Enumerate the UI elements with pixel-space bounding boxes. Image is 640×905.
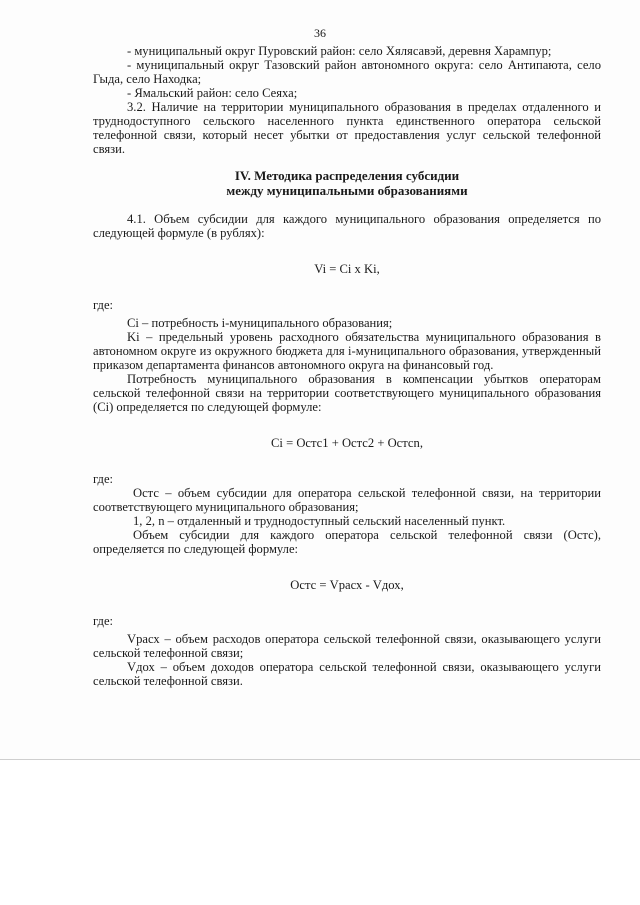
- formula-vi: Vi = Ci x Ki,: [314, 262, 380, 276]
- definition-n: 1, 2, n – отдаленный и труднодоступный сельский населенный пункт.: [133, 514, 506, 528]
- definition-ci: Ci – потребность i-муниципального образования;: [127, 316, 393, 330]
- blank-area: [0, 760, 640, 905]
- clause-3-2: 3.2. Наличие на территории муниципального образования в пределах отдаленного и труднодоступного сельского населенного пункта единственного оператора сельской телефонной связи, который несет убытки от предоставления услуг сельской телефонной связи.: [93, 100, 601, 156]
- section-heading-line: между муниципальными образованиями: [226, 183, 468, 198]
- definition-vrash: Vрасх – объем расходов оператора сельской телефонной связи, оказывающего услуги сельской телефонной связи;: [93, 632, 601, 660]
- list-item: - муниципальный округ Тазовский район автономного округа: село Антипаюта, село Гыда, село Находка;: [93, 58, 601, 86]
- list-item: - Ямальский район: село Сеяха;: [127, 86, 298, 100]
- where-label: где:: [93, 472, 114, 486]
- where-label: где:: [93, 298, 114, 312]
- definition-ki: Ki – предельный уровень расходного обязательства муниципального образования в автономном округе из окружного бюджета для i-муниципального образования, утвержденный приказом департамента финансов автономного округа на финансовый год.: [93, 330, 601, 372]
- definition-ostc: Остс – объем субсидии для оператора сельской телефонной связи, на территории соответствующего муниципального образования;: [93, 486, 601, 514]
- page-body: [93, 44, 601, 688]
- paragraph-volume: Объем субсидии для каждого оператора сельской телефонной связи (Остс), определяется по следующей формуле:: [93, 528, 601, 556]
- clause-4-1: 4.1. Объем субсидии для каждого муниципального образования определяется по следующей формуле (в рублях):: [93, 212, 601, 240]
- page-number: 36: [314, 26, 326, 40]
- section-heading-line: IV. Методика распределения субсидии: [234, 168, 460, 183]
- list-item: - муниципальный округ Пуровский район: село Хялясавэй, деревня Харампур;: [127, 44, 552, 58]
- paragraph-need: Потребность муниципального образования в компенсации убытков операторам сельской телефонной связи на территории соответствующего муниципального образования (Ci) определяется по следующей формуле:: [93, 372, 601, 414]
- formula-ostc: Остс = Vрасх - Vдох,: [290, 578, 404, 592]
- where-label: где:: [93, 614, 114, 628]
- formula-ci: Ci = Остс1 + Остс2 + Остсn,: [271, 436, 423, 450]
- section-heading: [93, 168, 601, 198]
- definition-vdoh: Vдох – объем доходов оператора сельской телефонной связи, оказывающего услуги сельской телефонной связи.: [93, 660, 601, 688]
